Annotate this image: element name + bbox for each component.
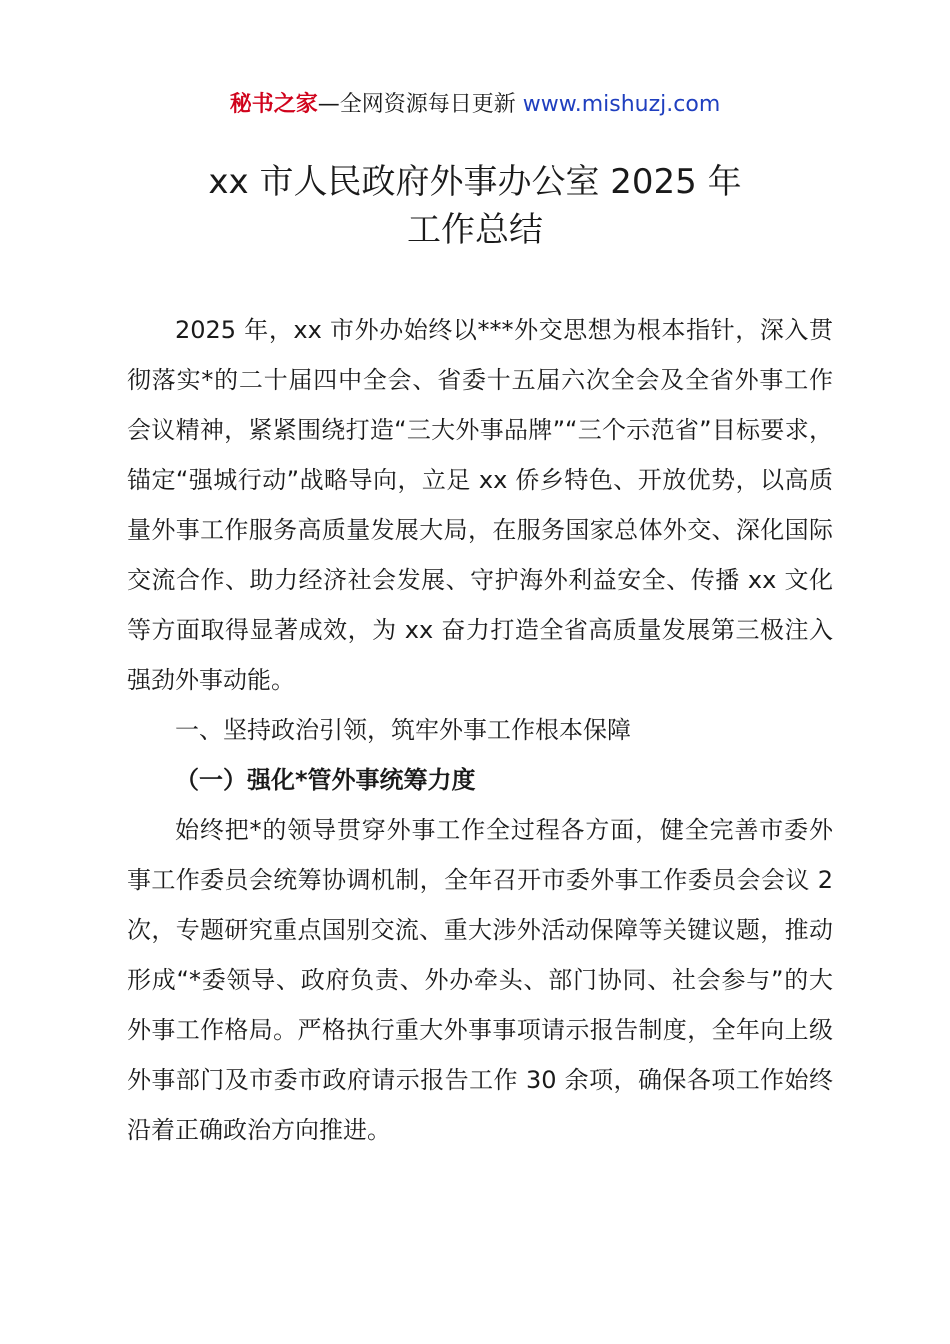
subsection-heading: （一）强化*管外事统筹力度 xyxy=(175,766,476,794)
brand-name: 秘书之家 xyxy=(229,92,318,117)
intro-paragraph: 2025 年，xx 市外办始终以***外交思想为根本指针，深入贯彻落实*的二十届四中全会、省委十五届六次全会及全省外事工作会议精神，紧紧围绕打造“三大外事品牌”“三个示范省”目标要求，锚定“强城行动”战略导向，立足 xx 侨乡特色、开放优势，以高质量外事工作服务高质量发展大局，在服务国家总体外交、深化国际交流合作、助力经济社会发展、守护海外利益安全、传播 xx 文化等方面取得显著成效，为 xx 奋力打造全省高质量发展第三极注入强劲外事动能。 xyxy=(127,316,833,694)
document-title xyxy=(0,158,950,254)
title-line-2: 工作总结 xyxy=(407,210,543,250)
title-line-1: xx 市人民政府外事办公室 2025 年 xyxy=(208,162,742,202)
site-url-link[interactable]: www.mishuzj.com xyxy=(522,92,721,117)
section-heading: 一、坚持政治引领，筑牢外事工作根本保障 xyxy=(175,716,631,744)
site-header xyxy=(0,88,950,122)
header-tagline: —全网资源每日更新 xyxy=(317,92,516,117)
subsection-paragraph: 始终把*的领导贯穿外事工作全过程各方面，健全完善市委外事工作委员会统筹协调机制，全年召开市委外事工作委员会会议 2 次，专题研究重点国别交流、重大涉外活动保障等关键议题，推动形成“*委领导、政府负责、外办牵头、部门协同、社会参与”的大外事工作格局。严格执行重大外事事项请示报告制度，全年向上级外事部门及市委市政府请示报告工作 30 余项，确保各项工作始终沿着正确政治方向推进。 xyxy=(127,816,833,1144)
document-body xyxy=(127,305,833,1155)
